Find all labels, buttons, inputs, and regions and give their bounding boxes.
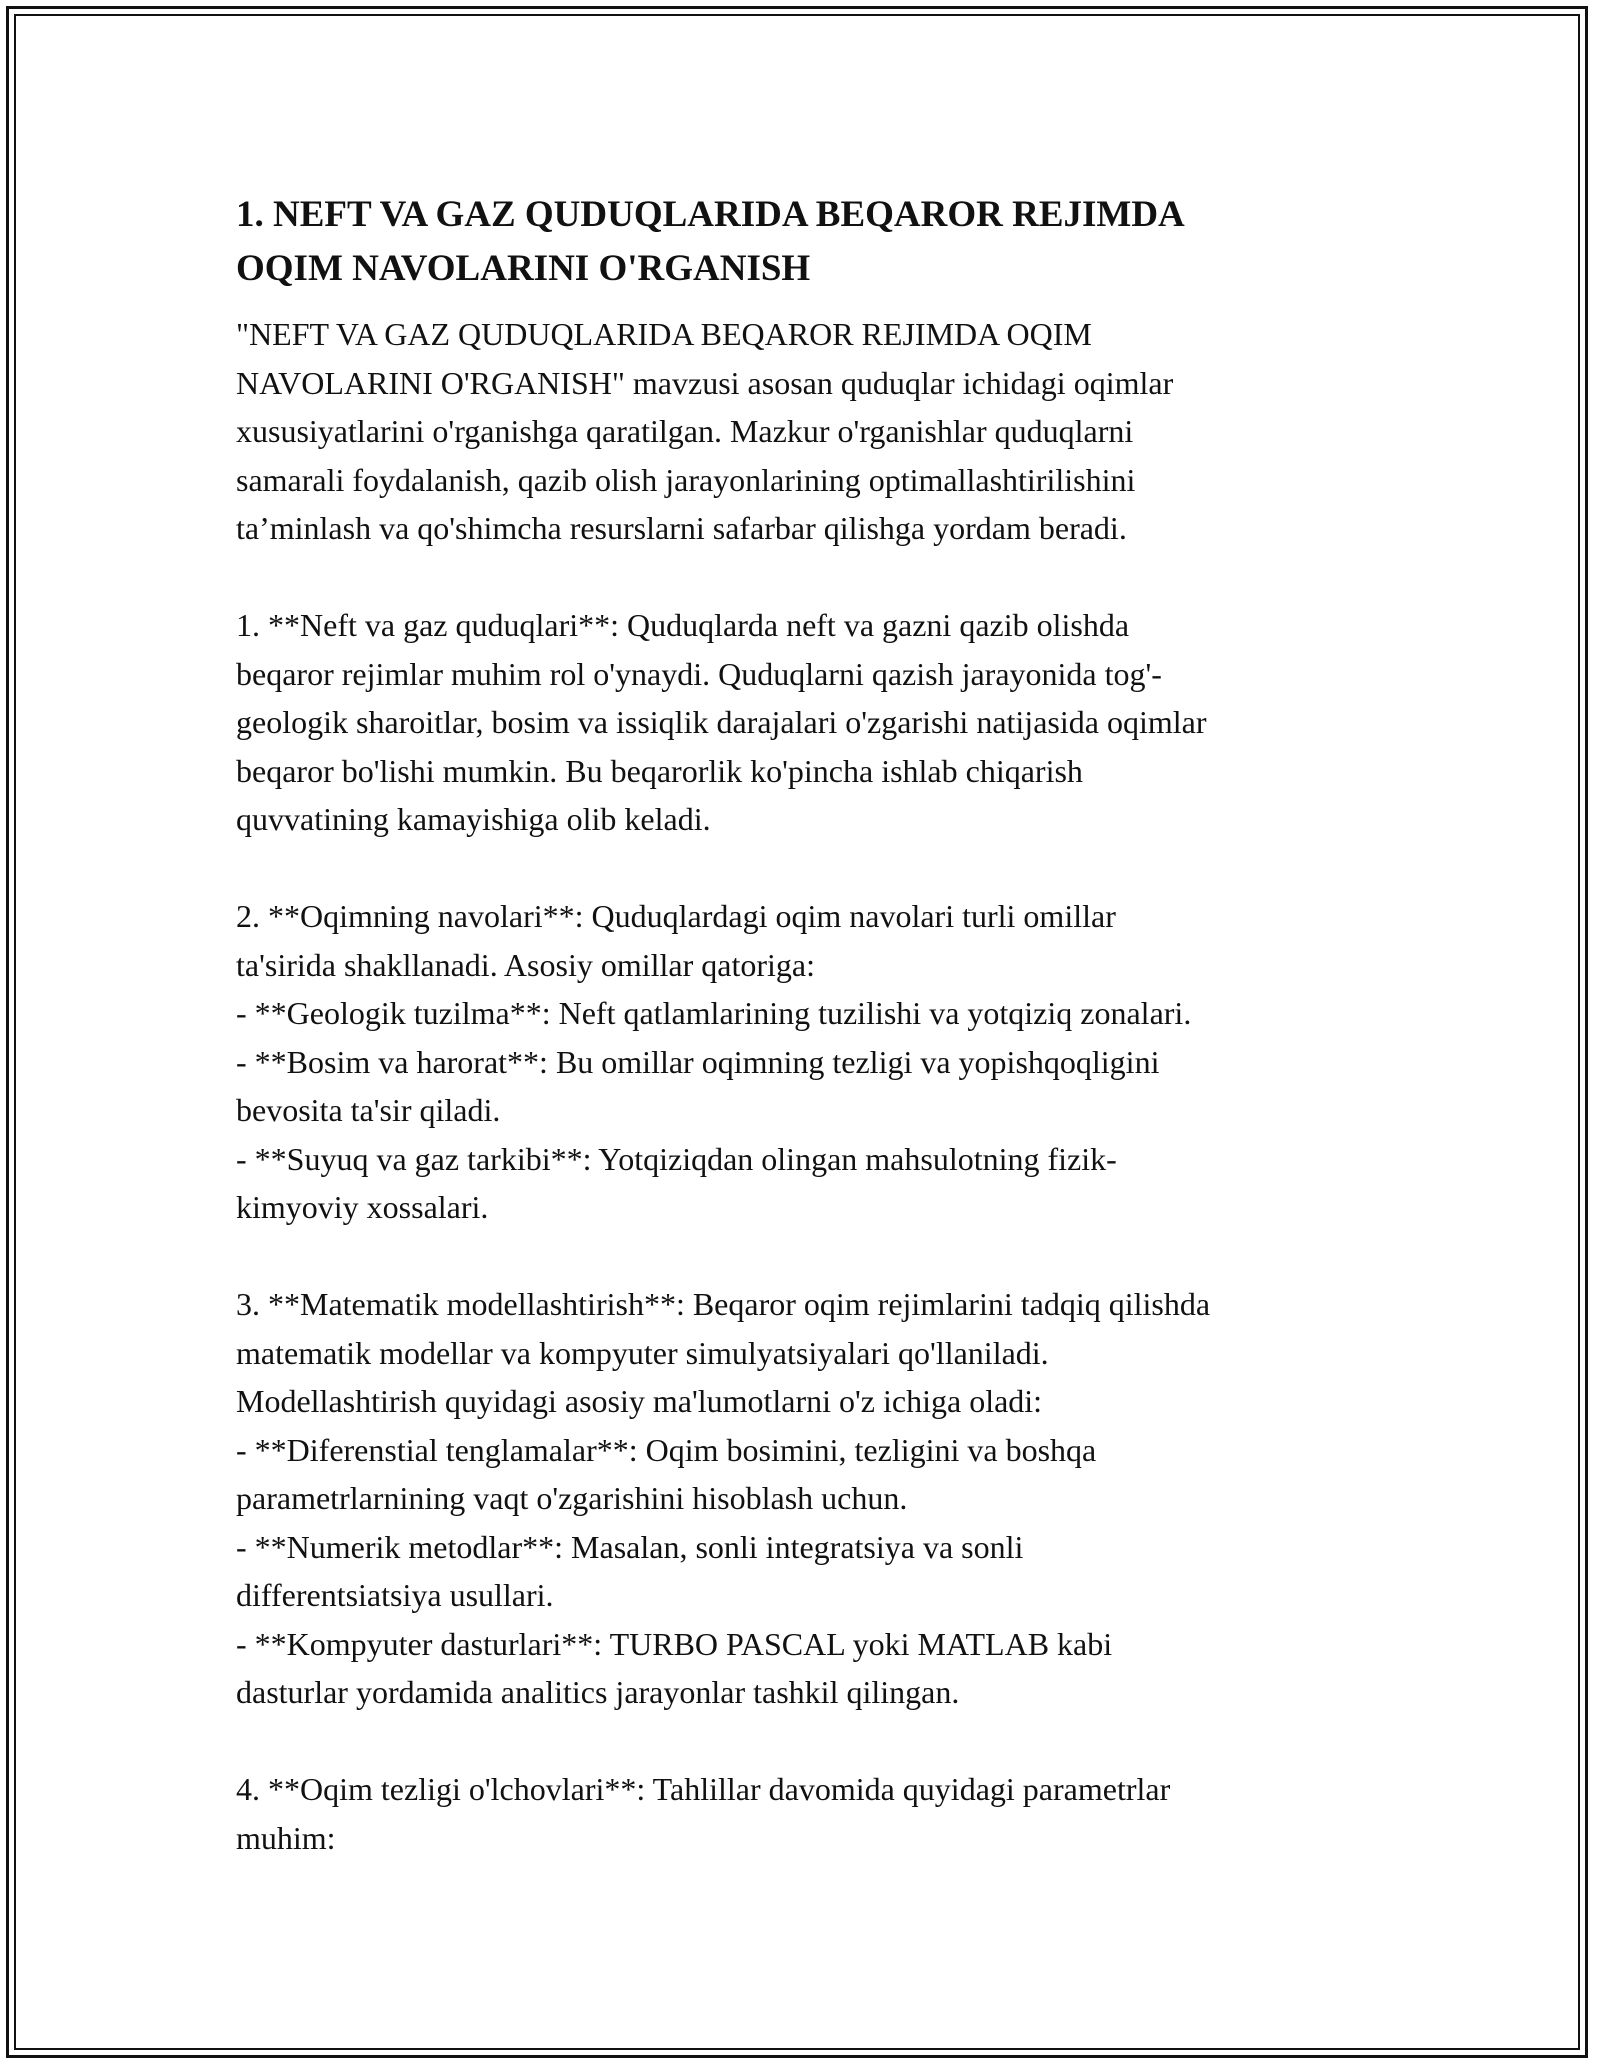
intro-paragraph: "NEFT VA GAZ QUDUQLARIDA BEQAROR REJIMDA OQIM NAVOLARINI O'RGANISH" mavzusi asosan quduqlar ichidagi oqimlar xususiyatlarini o'rganishga qaratilgan. Mazkur o'rganishlar quduqlarni samarali foydalanish, qazib olish jarayonlarining optimallashtirilishini ta’minlash va qo'shimcha resurslarni safarbar qilishga yordam beradi. (236, 316, 1174, 546)
document-body (236, 188, 1396, 1862)
paragraph-gap (236, 1717, 1396, 1766)
section-3-paragraph: 3. **Matematik modellashtirish**: Beqaror oqim rejimlarini tadqiq qilishda matematik modellar va kompyuter simulyatsiyalari qo'llaniladi. Modellashtirish quyidagi asosiy ma'lumotlarni o'z ichiga oladi: - **Diferenstial tenglamalar**: Oqim bosimini, tezligini va boshqa parametrlarnining vaqt o'zgarishini hisoblash uchun. - **Numerik metodlar**: Masalan, sonli integratsiya va sonli differentsiatsiya usullari. - **Kompyuter dasturlari**: TURBO PASCAL yoki MATLAB kabi dasturlar yordamida analitics jarayonlar tashkil qilingan. (236, 1286, 1211, 1710)
paragraph-gap (236, 553, 1396, 602)
section-1-paragraph: 1. **Neft va gaz quduqlari**: Quduqlarda neft va gazni qazib olishda beqaror rejimlar muhim rol o'ynaydi. Quduqlarni qazish jarayonida tog'- geologik sharoitlar, bosim va issiqlik darajalari o'zgarishi natijasida oqimlar beqaror bo'lishi mumkin. Bu beqarorlik ko'pincha ishlab chiqarish quvvatining kamayishiga olib keladi. (236, 607, 1207, 837)
document-title: 1. NEFT VA GAZ QUDUQLARIDA BEQAROR REJIMDA OQIM NAVOLARINI O'RGANISH (236, 194, 1185, 289)
paragraph-gap (236, 1232, 1396, 1281)
section-4-paragraph: 4. **Oqim tezligi o'lchovlari**: Tahlillar davomida quyidagi parametrlar muhim: (236, 1771, 1171, 1856)
paragraph-gap (236, 844, 1396, 893)
section-2-paragraph: 2. **Oqimning navolari**: Quduqlardagi oqim navolari turli omillar ta'sirida shakllanadi. Asosiy omillar qatoriga: - **Geologik tuzilma**: Neft qatlamlarining tuzilishi va yotqiziq zonalari. - **Bosim va harorat**: Bu omillar oqimning tezligi va yopishqoqligini bevosita ta'sir qiladi. - **Suyuq va gaz tarkibi**: Yotqiziqdan olingan mahsulotning fizik- kimyoviy xossalari. (236, 898, 1192, 1225)
